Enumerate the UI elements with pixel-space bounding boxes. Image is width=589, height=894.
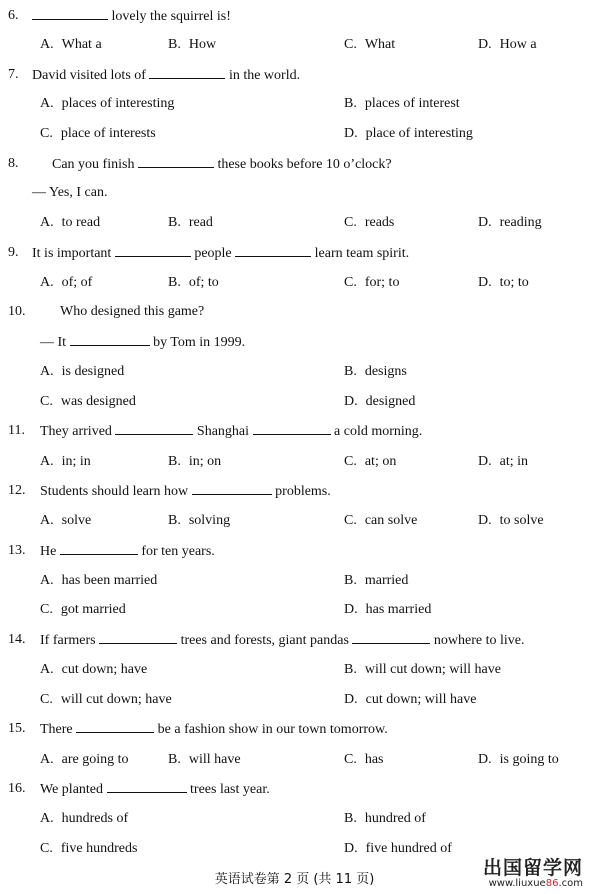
question-text: problems. [271,484,331,499]
question-12 [0,481,589,501]
option-d[interactable]: D. to; to [478,275,529,290]
option-a[interactable]: A. of; of [40,275,93,290]
question-text: be a fashion show in our town tomorrow. [154,722,388,737]
question-text: It is important [32,246,115,261]
answer-blank[interactable] [115,243,191,257]
option-b[interactable]: B. of; to [168,275,219,290]
option-d[interactable]: D. designed [344,394,416,409]
option-c[interactable]: C. will cut down; have [40,692,172,707]
question-text: They arrived [40,424,116,439]
question-text: If farmers [40,633,100,648]
question-6 [0,6,589,26]
site-logo [483,858,583,889]
option-c[interactable]: C. has [344,752,384,767]
options-15 [0,750,589,770]
option-c[interactable]: C. at; on [344,454,397,469]
options-13b [0,600,589,620]
question-number: 8. [8,156,19,171]
option-d[interactable]: D. five hundred of [344,841,452,856]
question-text: in the world. [225,68,301,83]
question-11 [0,421,589,441]
answer-blank[interactable] [32,6,108,20]
answer-blank[interactable] [76,719,154,733]
question-number: 14. [8,632,26,647]
option-d[interactable]: D. is going to [478,752,559,767]
option-c[interactable]: C. can solve [344,513,418,528]
question-9 [0,243,589,263]
question-number: 12. [8,483,26,498]
option-a[interactable]: A. solve [40,513,92,528]
logo-url: www.liuxue86.com [488,878,583,889]
question-text: lovely the squirrel is! [108,9,231,24]
question-number: 6. [8,8,19,23]
dialogue-reply: — Yes, I can. [32,185,108,200]
question-text: Students should learn how [40,484,192,499]
option-a[interactable]: A. hundreds of [40,811,129,826]
option-b[interactable]: B. will cut down; will have [344,662,501,677]
question-13 [0,541,589,561]
answer-blank[interactable] [192,481,272,495]
question-16 [0,779,589,799]
question-text: a cold morning. [330,424,423,439]
option-a[interactable]: A. What a [40,37,102,52]
dialogue-reply: by Tom in 1999. [149,335,246,350]
question-15 [0,719,589,739]
option-c[interactable]: C. place of interests [40,126,156,141]
option-b[interactable]: B. solving [168,513,231,528]
options-10b [0,392,589,412]
question-text: Shanghai [193,424,253,439]
option-a[interactable]: A. has been married [40,573,158,588]
option-a[interactable]: A. are going to [40,752,129,767]
option-c[interactable]: C. for; to [344,275,400,290]
option-c[interactable]: C. What [344,37,396,52]
answer-blank[interactable] [107,779,187,793]
options-11 [0,452,589,472]
option-d[interactable]: D. reading [478,215,542,230]
option-c[interactable]: C. was designed [40,394,136,409]
options-9 [0,273,589,293]
options-7a [0,94,589,114]
option-c[interactable]: C. five hundreds [40,841,138,856]
question-number: 15. [8,721,26,736]
options-16a [0,809,589,829]
options-8 [0,213,589,233]
option-c[interactable]: C. reads [344,215,395,230]
option-b[interactable]: B. places of interest [344,96,460,111]
option-a[interactable]: A. is designed [40,364,125,379]
options-14b [0,690,589,710]
options-12 [0,511,589,531]
option-a[interactable]: A. in; in [40,454,91,469]
option-d[interactable]: D. cut down; will have [344,692,477,707]
options-16b [0,839,589,859]
question-text: He [40,544,60,559]
answer-blank[interactable] [149,65,225,79]
question-number: 13. [8,543,26,558]
question-text: learn team spirit. [311,246,410,261]
question-8 [0,154,589,174]
question-14 [0,630,589,650]
question-number: 9. [8,245,19,260]
answer-blank[interactable] [138,154,214,168]
options-14a [0,660,589,680]
option-d[interactable]: D. to solve [478,513,544,528]
options-13a [0,571,589,591]
answer-blank[interactable] [352,630,430,644]
option-d[interactable]: D. How a [478,37,537,52]
question-text: We planted [40,782,107,797]
question-number: 16. [8,781,26,796]
dialogue-reply: — It [40,335,70,350]
option-b[interactable]: B. designs [344,364,407,379]
answer-blank[interactable] [235,243,311,257]
answer-blank[interactable] [99,630,177,644]
option-b[interactable]: B. married [344,573,409,588]
answer-blank[interactable] [70,332,150,346]
question-text: Can you finish [52,157,138,172]
option-d[interactable]: D. has married [344,602,432,617]
options-6 [0,35,589,55]
question-text: trees last year. [186,782,270,797]
question-10 [0,302,589,322]
question-number: 10. [8,304,26,319]
reply-8 [0,183,589,203]
option-c[interactable]: C. got married [40,602,126,617]
question-7 [0,65,589,85]
options-7b [0,124,589,144]
option-a[interactable]: A. cut down; have [40,662,148,677]
option-b[interactable]: B. hundred of [344,811,426,826]
option-d[interactable]: D. at; in [478,454,529,469]
question-number: 7. [8,67,19,82]
question-text: Who designed this game? [60,304,205,319]
reply-10 [0,332,589,352]
answer-blank[interactable] [253,421,331,435]
option-a[interactable]: A. to read [40,215,101,230]
question-text: for ten years. [137,544,215,559]
answer-blank[interactable] [115,421,193,435]
question-number: 11. [8,423,25,438]
option-b[interactable]: B. How [168,37,217,52]
question-text: There [40,722,77,737]
option-b[interactable]: B. will have [168,752,241,767]
question-text: nowhere to live. [430,633,525,648]
logo-title: 出国留学网 [482,857,583,879]
options-10a [0,362,589,382]
option-b[interactable]: B. read [168,215,213,230]
question-text: trees and forests, giant pandas [177,633,353,648]
question-text: people [190,246,236,261]
answer-blank[interactable] [60,541,138,555]
option-b[interactable]: B. in; on [168,454,222,469]
page-footer: 英语试卷第 2 页 (共 11 页) [214,872,375,887]
option-d[interactable]: D. place of interesting [344,126,473,141]
question-text: these books before 10 o’clock? [213,157,392,172]
question-text: David visited lots of [32,68,150,83]
option-a[interactable]: A. places of interesting [40,96,175,111]
